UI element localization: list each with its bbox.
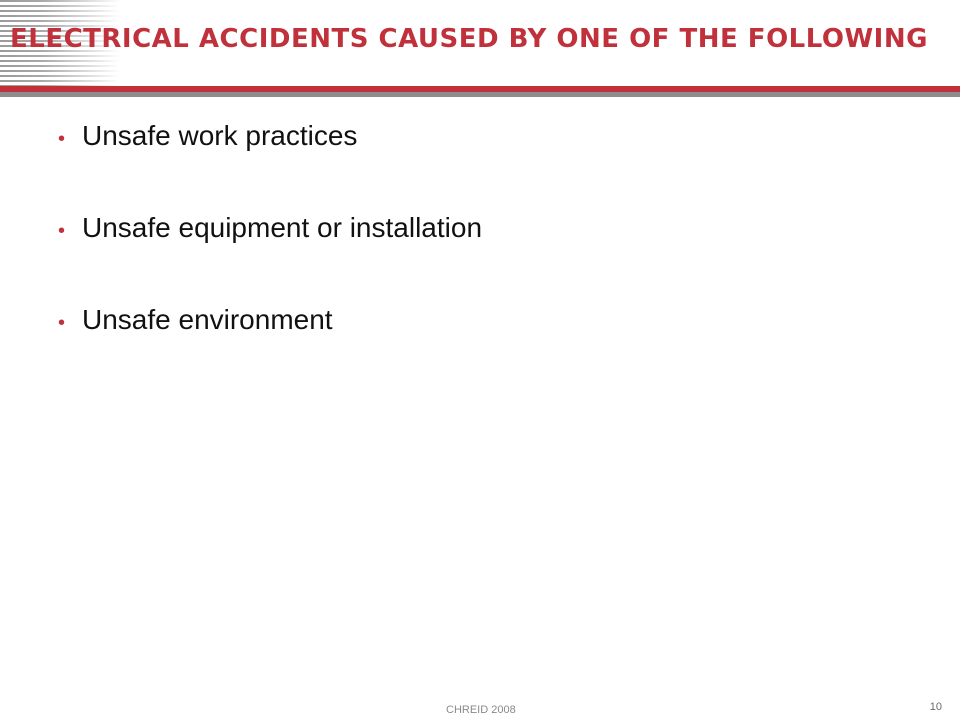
page-number: 10 xyxy=(929,701,942,713)
bullet-item xyxy=(58,212,482,304)
bullet-dot-icon: • xyxy=(58,312,66,334)
bullet-dot-icon: • xyxy=(58,220,66,242)
bullet-item xyxy=(58,304,482,396)
bullet-text: Unsafe work practices xyxy=(82,120,358,151)
bullet-text: Unsafe environment xyxy=(82,304,333,335)
bullet-dot-icon: • xyxy=(58,128,66,150)
title-rule-gray xyxy=(0,92,960,97)
bullet-item xyxy=(58,120,482,212)
bullet-text: Unsafe equipment or installation xyxy=(82,212,483,243)
footer-text: CHREID 2008 xyxy=(446,704,516,716)
bullet-list xyxy=(58,120,482,396)
slide-title: ELECTRICAL ACCIDENTS CAUSED BY ONE OF THE FOLLOWING xyxy=(10,24,928,54)
